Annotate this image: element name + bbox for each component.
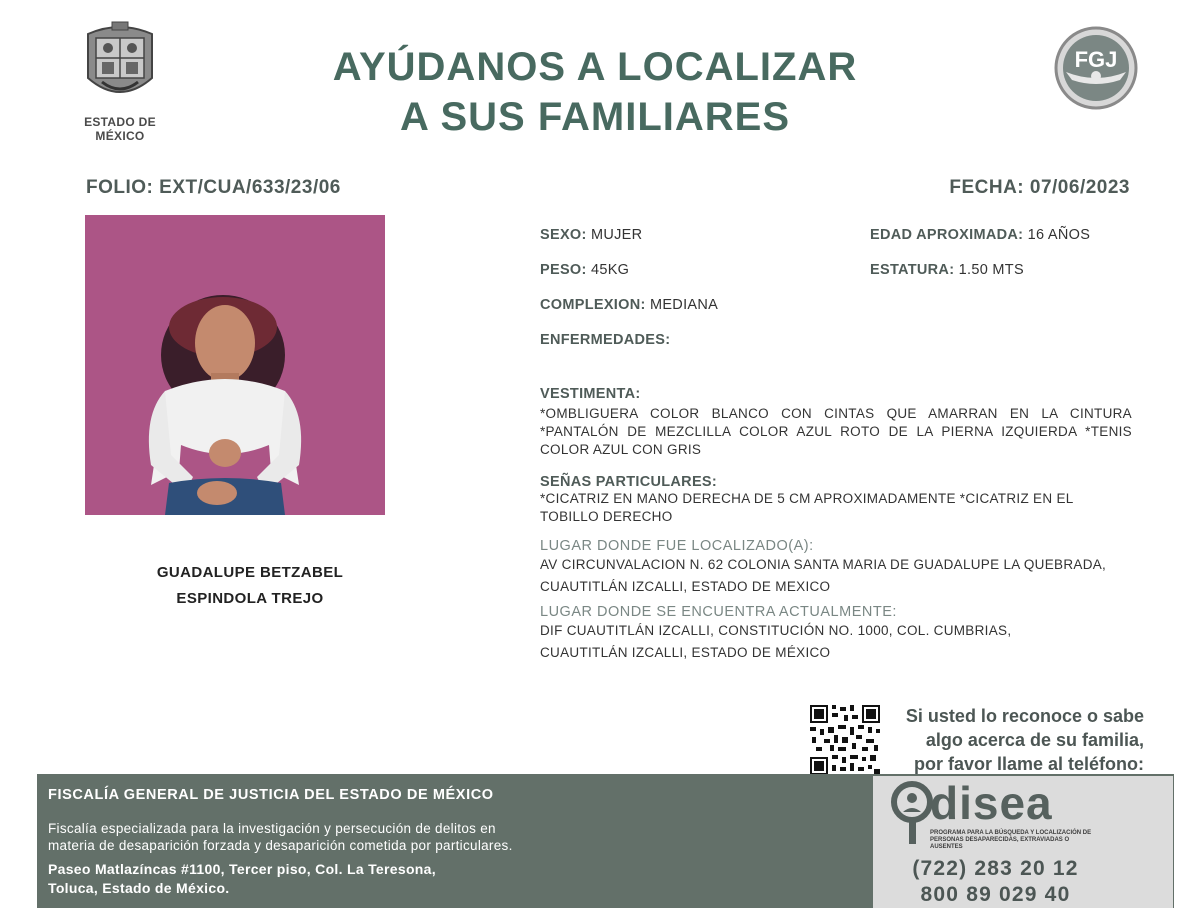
lugar-actual-label: LUGAR DONDE SE ENCUENTRA ACTUALMENTE:: [540, 604, 897, 620]
sexo-label: SEXO:: [540, 227, 587, 243]
section-vestimenta: [540, 386, 1132, 459]
phone-number-2[interactable]: 800 89 029 40: [920, 883, 1071, 906]
footer-addr-line-1: Paseo Matlazíncas #1100, Tercer piso, Col. La Teresona,: [48, 861, 436, 877]
footer-desc-line-1: Fiscalía especializada para la investigación y persecución de delitos en: [48, 821, 496, 836]
qr-code-icon: [808, 703, 882, 777]
person-name: [100, 560, 400, 612]
callout-line-2: algo acerca de su familia,: [925, 730, 1144, 750]
callout-line-1: Si usted lo reconoce o sabe: [905, 706, 1144, 726]
field-estatura: [870, 262, 1024, 278]
estado-de-mexico-logo: [60, 20, 180, 143]
lugar-actual-line-2: CUAUTITLÁN IZCALLI, ESTADO DE MÉXICO: [540, 645, 831, 660]
phone-number-1[interactable]: (722) 283 20 12: [912, 857, 1079, 880]
page-title: [250, 42, 940, 142]
section-lugar-localizado: [540, 538, 1170, 598]
complexion-label: COMPLEXION:: [540, 297, 646, 313]
footer-description: [48, 820, 513, 854]
field-enfermedades: [540, 332, 670, 348]
footer-desc-line-2: materia de desaparición forzada y desaparición cometida por particulares.: [48, 838, 513, 853]
peso-label: PESO:: [540, 262, 587, 278]
footer-title: FISCALÍA GENERAL DE JUSTICIA DEL ESTADO DE MÉXICO: [48, 787, 494, 803]
odisea-subtitle: PROGRAMA PARA LA BÚSQUEDA Y LOCALIZACIÓN DE PERSONAS DESAPARECIDAS, EXTRAVIADAS O AUSENTES: [930, 830, 1092, 850]
fgj-seal-icon: [1040, 26, 1152, 110]
folio: FOLIO: EXT/CUA/633/23/06: [86, 177, 341, 198]
fgj-text: FGJ: [1074, 47, 1118, 72]
estatura-value: 1.50 MTS: [958, 262, 1024, 278]
lugar-localizado-line-1: AV CIRCUNVALACION N. 62 COLONIA SANTA MARIA DE GUADALUPE LA QUEBRADA,: [540, 557, 1107, 572]
odisea-logo-text: disea: [930, 777, 1053, 829]
field-edad: [870, 227, 1090, 243]
peso-value: 45KG: [590, 262, 630, 278]
fecha: FECHA: 07/06/2023: [949, 177, 1130, 198]
estado-de-mexico-label: ESTADO DE MÉXICO: [84, 115, 156, 143]
field-peso: [540, 262, 629, 278]
field-sexo: [540, 227, 642, 243]
sexo-value: MUJER: [590, 227, 643, 243]
person-name-line-2: ESPINDOLA TREJO: [176, 590, 324, 607]
callout-line-3: por favor llame al teléfono:: [913, 754, 1144, 774]
estado-de-mexico-shield-icon: [82, 20, 158, 106]
footer-address: [48, 860, 436, 898]
complexion-value: MEDIANA: [649, 297, 719, 313]
footer-addr-line-2: Toluca, Estado de México.: [48, 880, 230, 896]
callout-text: [882, 704, 1144, 776]
title-line-2: A SUS FAMILIARES: [399, 95, 791, 139]
senas-value: *CICATRIZ EN MANO DERECHA DE 5 CM APROXIMADAMENTE *CICATRIZ EN EL TOBILLO DERECHO: [540, 491, 1074, 524]
edad-label: EDAD APROXIMADA:: [870, 227, 1024, 243]
edad-value: 16 AÑOS: [1027, 227, 1091, 243]
lugar-localizado-line-2: CUAUTITLÁN IZCALLI, ESTADO DE MEXICO: [540, 579, 831, 594]
senas-label: SEÑAS PARTICULARES:: [540, 474, 718, 490]
section-lugar-actual: [540, 604, 1170, 664]
lugar-actual-line-1: DIF CUAUTITLÁN IZCALLI, CONSTITUCIÓN NO. 1000, COL. CUMBRIAS,: [540, 623, 1012, 638]
person-photo-image: [85, 215, 385, 515]
fgj-logo: [1040, 26, 1152, 110]
field-complexion: [540, 297, 718, 313]
lugar-localizado-label: LUGAR DONDE FUE LOCALIZADO(A):: [540, 538, 814, 554]
person-photo: [85, 215, 385, 515]
qr-code[interactable]: [808, 703, 882, 777]
estatura-label: ESTATURA:: [870, 262, 955, 278]
vestimenta-value: *OMBLIGUERA COLOR BLANCO CON CINTAS QUE AMARRAN EN LA CINTURA *PANTALÓN DE MEZCLILLA COLOR AZUL ROTO DE LA PIERNA IZQUIERDA *TENIS COLOR AZUL CON GRIS: [540, 406, 1132, 457]
person-name-line-1: GUADALUPE BETZABEL: [156, 564, 344, 581]
section-senas: [540, 474, 1132, 526]
enfermedades-label: ENFERMEDADES:: [540, 332, 671, 348]
title-line-1: AYÚDANOS A LOCALIZAR: [332, 45, 858, 89]
vestimenta-label: VESTIMENTA:: [540, 386, 641, 402]
